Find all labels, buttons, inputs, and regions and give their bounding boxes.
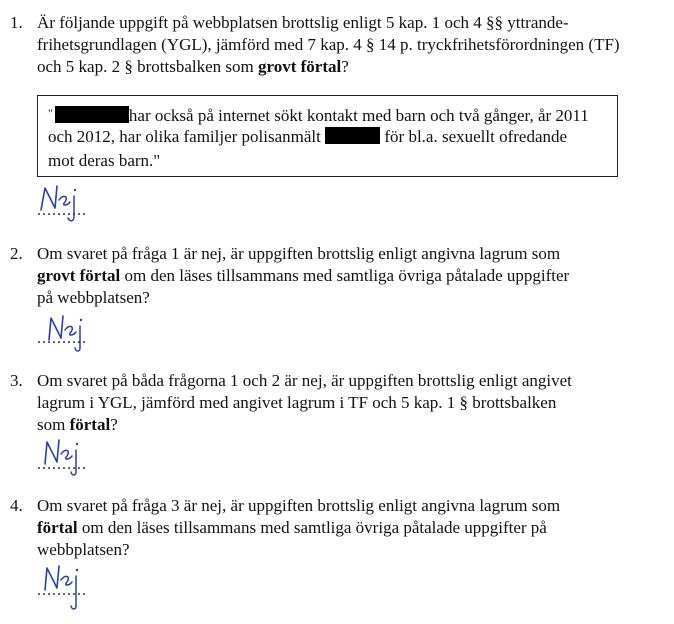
quote-line-3 bbox=[48, 150, 160, 172]
redaction-bar bbox=[325, 127, 380, 144]
question-line: Om svaret på båda frågorna 1 och 2 är nej, är uppgiften brottslig enligt angivet bbox=[37, 371, 572, 390]
question-text bbox=[37, 12, 637, 78]
emphasis-term: grovt förtal bbox=[37, 266, 121, 285]
question-number: 3. bbox=[10, 371, 23, 390]
emphasis-term: förtal bbox=[37, 518, 78, 537]
emphasis-term: förtal bbox=[69, 415, 111, 434]
question-line bbox=[37, 414, 637, 436]
handwritten-answer-1 bbox=[37, 182, 147, 222]
text-fragment: och 5 kap. 2 § brottsbalken som bbox=[37, 57, 258, 76]
answer-dotted-line: .......... bbox=[37, 202, 87, 219]
answer-dotted-line: .......... bbox=[37, 330, 87, 347]
text-fragment: ? bbox=[341, 57, 349, 76]
quote-text: för bl.a. sexuellt ofredande bbox=[380, 127, 568, 146]
quoted-statement-box bbox=[37, 95, 618, 177]
quote-text: mot deras barn." bbox=[48, 151, 161, 170]
quote-mark: " bbox=[48, 106, 53, 120]
handwritten-answer-2 bbox=[37, 310, 147, 350]
handwritten-answer-3 bbox=[37, 436, 147, 476]
question-number: 1. bbox=[10, 13, 23, 32]
quote-line-2 bbox=[48, 126, 567, 148]
quote-text: har också på internet sökt kontakt med barn och två gånger, år 2011 bbox=[128, 106, 589, 125]
emphasis-term: grovt förtal bbox=[257, 57, 342, 76]
quote-text: och 2012, har olika familjer polisanmält bbox=[48, 127, 326, 146]
question-line: Är följande uppgift på webbplatsen brottslig enligt 5 kap. 1 och 4 §§ yttrande- bbox=[37, 13, 569, 32]
question-line: Om svaret på fråga 3 är nej, är uppgiften brottslig enligt angivna lagrum som bbox=[37, 496, 561, 515]
text-fragment: som bbox=[37, 415, 70, 434]
question-number: 4. bbox=[10, 496, 23, 515]
answer-dotted-line: .......... bbox=[37, 582, 87, 599]
question-text bbox=[37, 370, 637, 436]
question-text bbox=[37, 243, 637, 309]
question-text bbox=[37, 495, 637, 561]
question-line: frihetsgrundlagen (YGL), jämförd med 7 kap. 4 § 14 p. tryckfrihetsförordningen (TF) bbox=[37, 35, 620, 54]
text-fragment: om den läses tillsammans med samtliga övriga påtalade uppgifter bbox=[120, 266, 570, 285]
handwritten-answer-4 bbox=[37, 562, 147, 602]
text-fragment: om den läses tillsammans med samtliga övriga påtalade uppgifter på bbox=[77, 518, 547, 537]
text-fragment: ? bbox=[110, 415, 118, 434]
answer-dotted-line: .......... bbox=[37, 456, 87, 473]
redaction-bar bbox=[55, 106, 129, 123]
question-line: lagrum i YGL, jämförd med angivet lagrum i TF och 5 kap. 1 § brottsbalken bbox=[37, 393, 557, 412]
question-number: 2. bbox=[10, 244, 23, 263]
question-line bbox=[37, 265, 637, 287]
question-line bbox=[37, 56, 637, 78]
quote-line-1 bbox=[48, 102, 589, 127]
question-line: på webbplatsen? bbox=[37, 288, 150, 307]
question-line bbox=[37, 517, 637, 539]
question-line: Om svaret på fråga 1 är nej, är uppgiften brottslig enligt angivna lagrum som bbox=[37, 244, 561, 263]
question-line: webbplatsen? bbox=[37, 540, 130, 559]
